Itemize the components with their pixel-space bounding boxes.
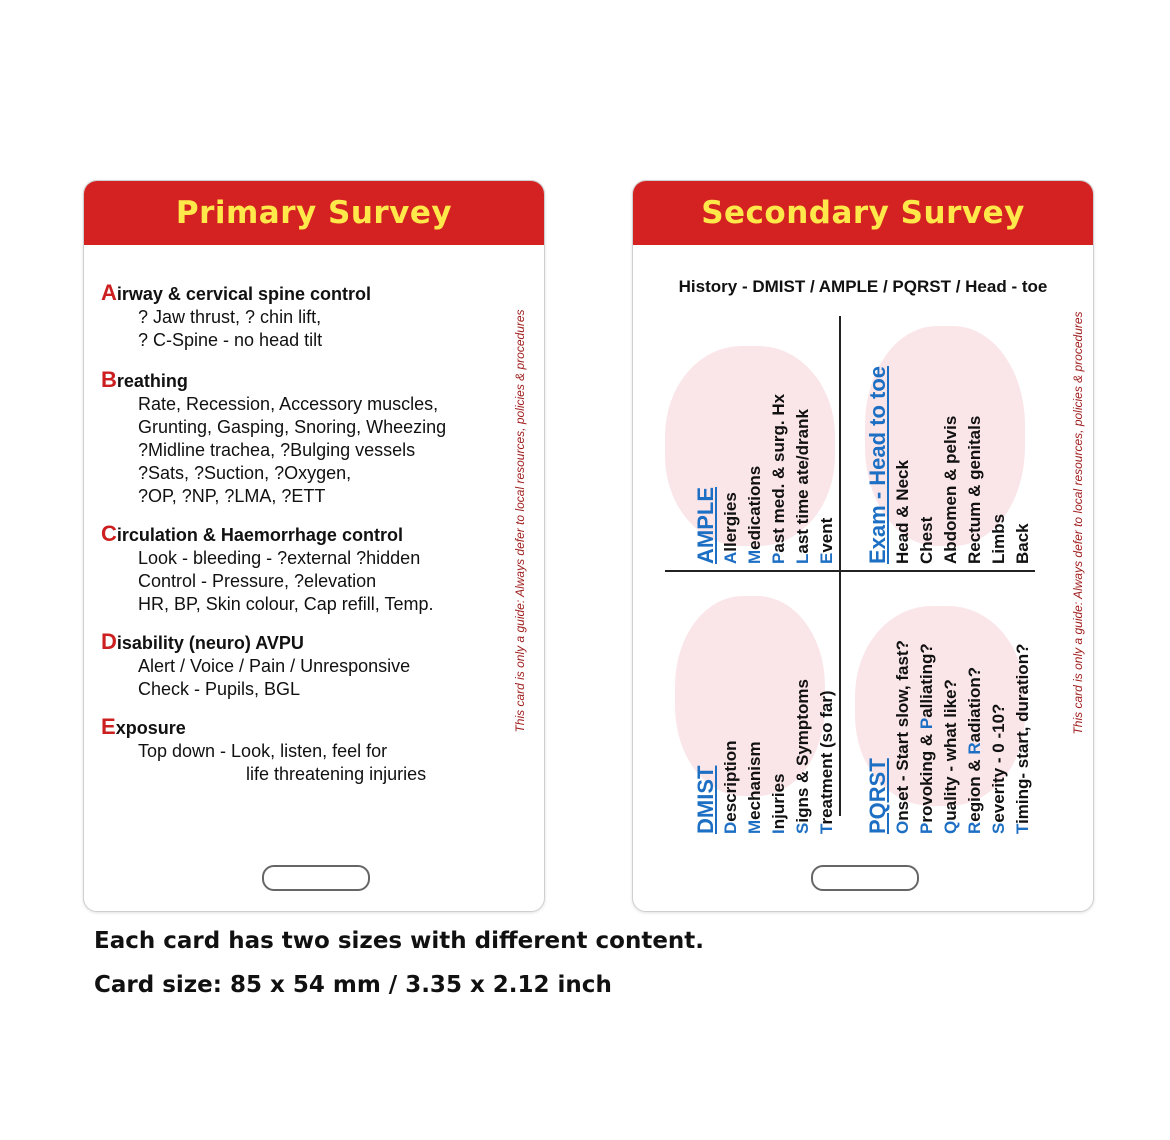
section-line: Rate, Recession, Accessory muscles,: [138, 394, 439, 414]
pqrst-quadrant: [865, 574, 1040, 834]
section-line: Check - Pupils, BGL: [138, 679, 301, 699]
section-heading: Exposure: [101, 714, 186, 739]
section-line: ?Midline trachea, ?Bulging vessels: [138, 440, 416, 460]
primary-survey-card: [83, 180, 545, 912]
exam-item: Head & Neck: [893, 460, 912, 564]
ample-item: Last time ate/drank: [793, 409, 812, 564]
pqrst-item: Region & Radiation?: [965, 666, 984, 834]
exam-item: Abdomen & pelvis: [941, 415, 960, 564]
exam-item: Rectum & genitals: [965, 415, 984, 564]
section-line: Top down - Look, listen, feel for: [138, 741, 388, 761]
dmist-item: Signs & Symptoms: [793, 679, 812, 834]
ample-item: Past med. & surg. Hx: [769, 393, 788, 564]
exam-item: Limbs: [989, 513, 1008, 564]
secondary-card-title: Secondary Survey: [701, 195, 1025, 231]
ample-item: Event: [817, 517, 836, 564]
pqrst-item: Severity - 0 -10?: [989, 703, 1008, 834]
section-line: Look - bleeding - ?external ?hidden: [138, 548, 421, 568]
section-line: ?OP, ?NP, ?LMA, ?ETT: [138, 486, 326, 506]
section-line: Grunting, Gasping, Snoring, Wheezing: [138, 417, 447, 437]
pqrst-item: Onset - Start slow, fast?: [893, 640, 912, 834]
section-line: life threatening injuries: [246, 764, 427, 784]
card-size-note: Card size: 85 x 54 mm / 3.35 x 2.12 inch: [94, 972, 612, 998]
primary-sections: [101, 281, 501, 800]
section-line: ? C-Spine - no head tilt: [138, 330, 323, 350]
section-line: Control - Pressure, ?elevation: [138, 571, 377, 591]
secondary-disclaimer: This card is only a guide: Always defer to local resources, policies & procedures: [1071, 311, 1085, 735]
exam-item: Chest: [917, 516, 936, 564]
footer-note: Each card has two sizes with different content.: [94, 928, 705, 954]
section-airway: [101, 281, 501, 352]
section-heading: Airway & cervical spine control: [101, 280, 371, 305]
section-circulation: [101, 522, 501, 616]
section-heading: Breathing: [101, 367, 188, 392]
secondary-card-banner: [633, 181, 1093, 245]
ample-item: Medications: [745, 465, 764, 564]
primary-card-title: Primary Survey: [175, 195, 453, 231]
section-exposure: [101, 715, 501, 786]
pqrst-title: PQRST: [865, 758, 890, 834]
lanyard-slot: [262, 865, 370, 891]
exam-quadrant: [865, 304, 1040, 564]
secondary-survey-card: [632, 180, 1094, 912]
exam-item: Back: [1013, 523, 1032, 564]
pqrst-item: Timing- start, duration?: [1013, 643, 1032, 834]
dmist-quadrant: [693, 574, 868, 834]
dmist-item: Mechanism: [745, 741, 764, 834]
dmist-item: Injuries: [769, 773, 788, 834]
ample-title: AMPLE: [693, 487, 718, 564]
section-line: ? Jaw thrust, ? chin lift,: [138, 307, 322, 327]
pqrst-item: Quality - what like?: [941, 679, 960, 834]
section-line: ?Sats, ?Suction, ?Oxygen,: [138, 463, 352, 483]
ample-item: Allergies: [721, 492, 740, 564]
quadrant-grid: [665, 316, 1065, 836]
section-heading: Disability (neuro) AVPU: [101, 629, 304, 654]
dmist-item: Treatment (so far): [817, 690, 836, 834]
exam-title: Exam - Head to toe: [865, 365, 890, 564]
primary-card-banner: [84, 181, 544, 245]
section-disability: [101, 630, 501, 701]
lanyard-slot: [811, 865, 919, 891]
dmist-item: Description: [721, 740, 740, 834]
pqrst-item: Provoking & Palliating?: [917, 643, 936, 834]
dmist-title: DMIST: [693, 765, 718, 834]
section-line: Alert / Voice / Pain / Unresponsive: [138, 656, 411, 676]
section-line: HR, BP, Skin colour, Cap refill, Temp.: [138, 594, 434, 614]
primary-disclaimer: This card is only a guide: Always defer to local resources, policies & procedures: [513, 309, 527, 733]
section-breathing: [101, 368, 501, 508]
quadrant-divider-horizontal: [665, 570, 1035, 572]
section-heading: Circulation & Haemorrhage control: [101, 521, 403, 546]
ample-quadrant: [693, 304, 868, 564]
history-line: History - DMIST / AMPLE / PQRST / Head - toe: [678, 277, 1048, 296]
